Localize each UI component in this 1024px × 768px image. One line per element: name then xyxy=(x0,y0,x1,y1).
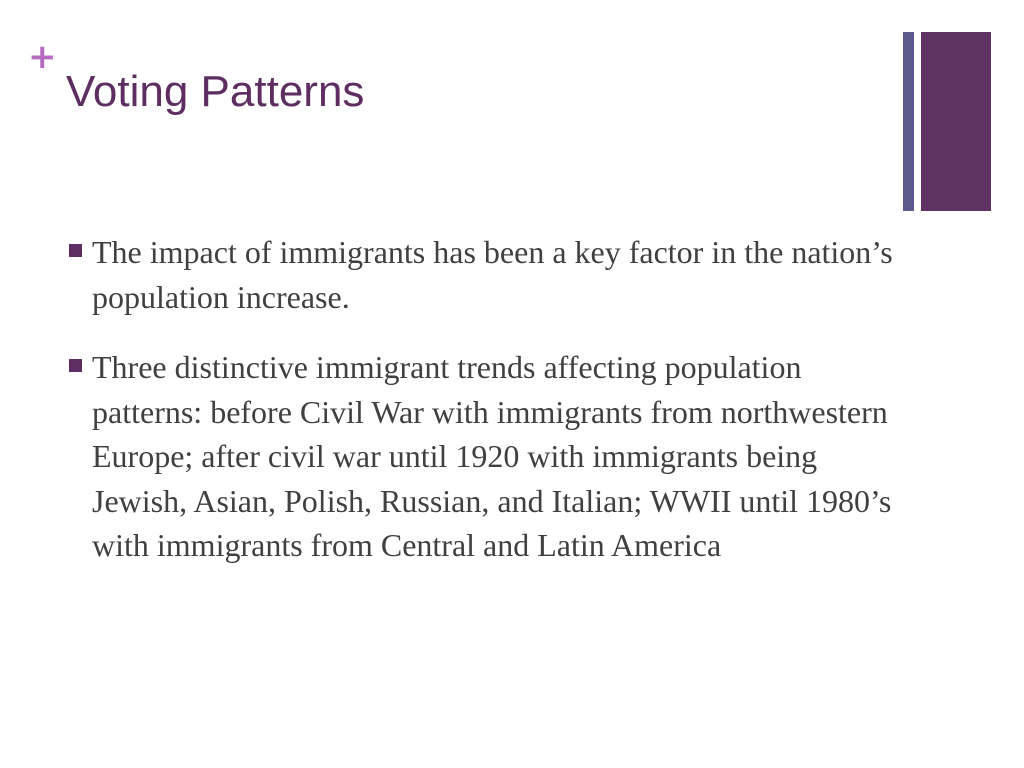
bullet-square-icon xyxy=(69,359,82,372)
plus-mark: + xyxy=(28,37,57,77)
decorative-thick-bar xyxy=(921,32,991,211)
bullet-square-icon xyxy=(69,244,82,257)
bullet-text: The impact of immigrants has been a key factor in the nation’s population increase. xyxy=(92,234,893,315)
bullet-item xyxy=(68,345,898,568)
slide-title: Voting Patterns xyxy=(66,67,365,116)
decorative-thin-bar xyxy=(903,32,914,211)
bullet-item xyxy=(68,230,898,319)
bullet-text: Three distinctive immigrant trends affecting population patterns: before Civil War with immigrants from northwestern Europe; after civil war until 1920 with immigrants being Jewish, Asian, Polish, Russian, and Italian; WWII until 1980’s with immigrants from Central and Latin America xyxy=(92,349,892,563)
bullet-list xyxy=(68,230,898,594)
